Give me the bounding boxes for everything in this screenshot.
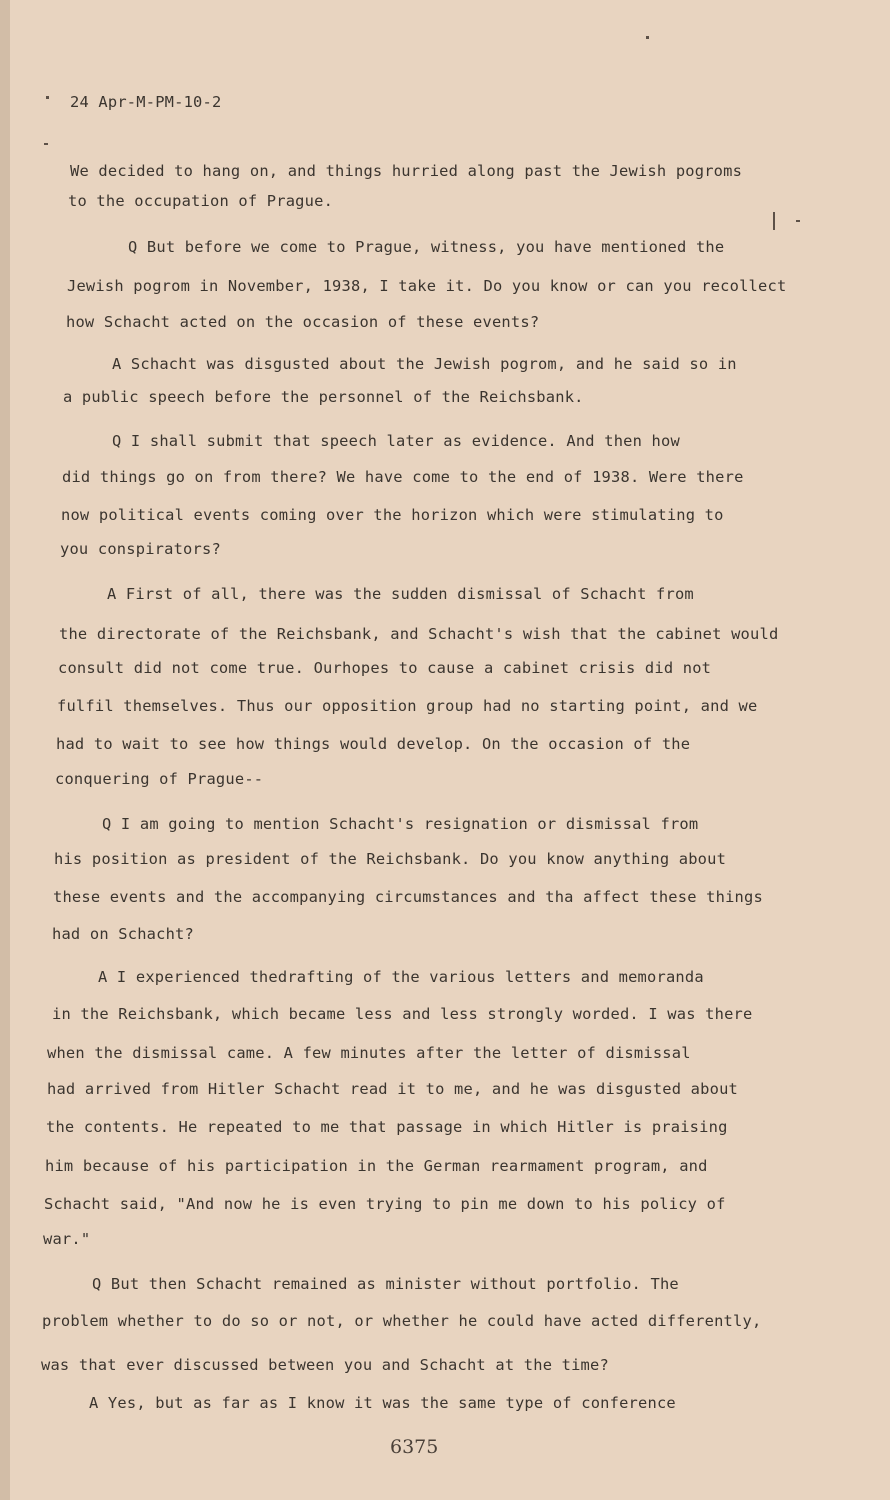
text-line-14: consult did not come true. Ourhopes to cause a cabinet crisis did not	[58, 659, 712, 677]
stray-mark	[46, 96, 49, 99]
page-header: 24 Apr-M-PM-10-2	[70, 93, 222, 111]
text-line-19: his position as president of the Reichsbank. Do you know anything about	[54, 850, 727, 868]
text-line-6: A Schacht was disgusted about the Jewish pogrom, and he said so in	[112, 355, 737, 373]
text-line-3: Q But before we come to Prague, witness, you have mentioned the	[128, 238, 725, 256]
text-line-28: Schacht said, "And now he is even trying to pin me down to his policy of	[44, 1195, 726, 1213]
stray-mark	[646, 36, 649, 39]
text-line-9: did things go on from there? We have come to the end of 1938. Were there	[62, 468, 744, 486]
page-number: 6375	[390, 1436, 439, 1458]
stray-mark	[796, 220, 800, 222]
text-line-13: the directorate of the Reichsbank, and Schacht's wish that the cabinet would	[59, 625, 779, 643]
text-line-29: war."	[43, 1230, 91, 1248]
text-line-12: A First of all, there was the sudden dismissal of Schacht from	[107, 585, 694, 603]
text-line-25: had arrived from Hitler Schacht read it to me, and he was disgusted about	[47, 1080, 739, 1098]
text-line-30: Q But then Schacht remained as minister without portfolio. The	[92, 1275, 679, 1293]
text-line-7: a public speech before the personnel of the Reichsbank.	[63, 388, 584, 406]
text-line-22: A I experienced thedrafting of the various letters and memoranda	[98, 968, 704, 986]
text-line-2: to the occupation of Prague.	[68, 192, 334, 210]
text-line-32: was that ever discussed between you and Schacht at the time?	[41, 1356, 609, 1374]
text-line-10: now political events coming over the horizon which were stimulating to	[61, 506, 724, 524]
text-line-1: We decided to hang on, and things hurried along past the Jewish pogroms	[70, 162, 743, 180]
text-line-24: when the dismissal came. A few minutes after the letter of dismissal	[47, 1044, 691, 1062]
stray-mark	[773, 212, 775, 230]
text-line-23: in the Reichsbank, which became less and less strongly worded. I was there	[52, 1005, 753, 1023]
text-line-17: conquering of Prague--	[55, 770, 264, 788]
text-line-18: Q I am going to mention Schacht's resignation or dismissal from	[102, 815, 699, 833]
text-line-16: had to wait to see how things would develop. On the occasion of the	[56, 735, 691, 753]
stray-mark	[44, 143, 48, 145]
text-line-8: Q I shall submit that speech later as evidence. And then how	[112, 432, 680, 450]
text-line-27: him because of his participation in the German rearmament program, and	[45, 1157, 708, 1175]
text-line-4: Jewish pogrom in November, 1938, I take it. Do you know or can you recollect	[67, 277, 787, 295]
text-line-15: fulfil themselves. Thus our opposition group had no starting point, and we	[57, 697, 758, 715]
text-line-11: you conspirators?	[60, 540, 221, 558]
text-line-21: had on Schacht?	[52, 925, 194, 943]
text-line-31: problem whether to do so or not, or whether he could have acted differently,	[42, 1312, 762, 1330]
text-line-33: A Yes, but as far as I know it was the same type of conference	[89, 1394, 676, 1412]
text-line-20: these events and the accompanying circumstances and tha affect these things	[53, 888, 763, 906]
text-line-26: the contents. He repeated to me that passage in which Hitler is praising	[46, 1118, 728, 1136]
text-line-5: how Schacht acted on the occasion of these events?	[66, 313, 540, 331]
